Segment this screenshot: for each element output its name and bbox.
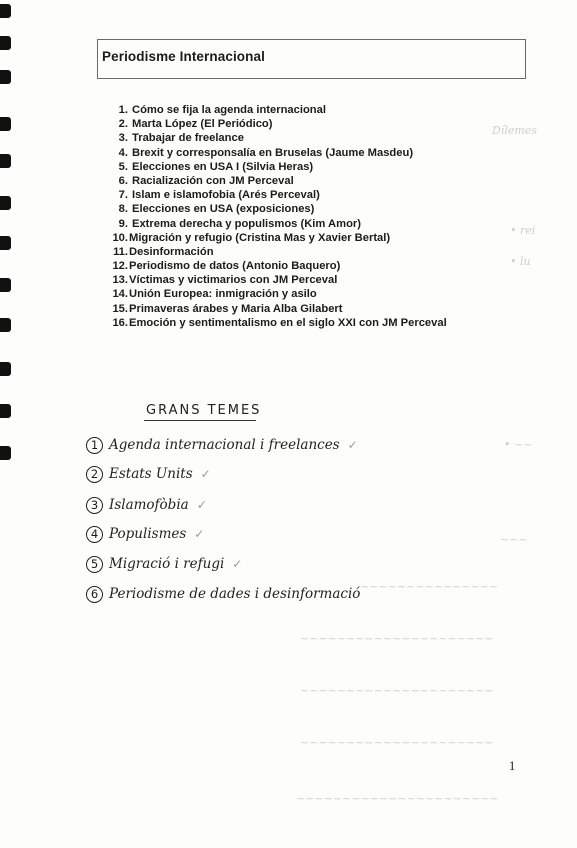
check-icon: ✓ [194, 527, 205, 541]
document-page: Dílemes • rei • lu • ~~ ~~~ ~~~~~~~~~~~~~~~ ~~~~~~~~~~~~~~~~~~~~~ ~~~~~~~~~~~~~~~~~~~~~ ~~~~~~~~~~~~~~~~~~~~~ ~~~~~~~~~~~~~~~~~~~~~~ Periodisme Internacional 1. Cómo se fija la agenda internacional 2. Marta López (El Periódico) 3. Trabajar de freelance 4. Brexit y corresponsalía en Bruselas (Jaume Masdeu) 5. Elecciones en USA I (Silvia Heras) 6. Racialización con JM Perceval 7. Islam e islamofobia (Arés Perceval) 8. Elecciones en USA (exposiciones) 9. Extrema derecha y populismos (Kim Amor) 10. Migración y refugio (Cristina Mas y Xavier Bertal) 11. Desinformación 12. Periodismo de datos (Antonio Baquero) 13. Víctimas y victimarios con JM Perceval 14. Unión Europea: inmigración y asilo 15. Primaveras árabes y Maria Alba Gilabert 16. Emoción y sentimentalismo en el siglo XXI con JM Perceval GRANS TEMES 1 Agenda internacional i freelances ✓ 2 Estats Units ✓ 3 Islamofòbia ✓ 4 Populismes ✓ 5 Migració i refugi ✓ 6 Periodisme de dades i desinformació 1 [0, 0, 577, 848]
table-of-contents [108, 103, 447, 330]
theme-label: Estats Units [109, 466, 193, 482]
list-item: 13. Víctimas y victimarios con JM Perceval [112, 274, 338, 287]
spiral-binding [0, 0, 14, 480]
list-item: 15. Primaveras árabes y Maria Alba Gilabert [112, 302, 343, 315]
circled-number: 2 [86, 466, 103, 483]
check-icon: ✓ [347, 438, 358, 452]
list-item: 9. Extrema derecha y populismos (Kim Amor) [118, 217, 361, 230]
list-item: 14. Unión Europea: inmigración y asilo [112, 288, 317, 301]
circled-number: 1 [86, 437, 103, 454]
theme-item [86, 523, 204, 545]
list-item: 5. Elecciones en USA I (Silvia Heras) [118, 160, 314, 173]
theme-item [86, 553, 242, 575]
check-icon: ✓ [232, 557, 243, 571]
circled-number: 4 [86, 526, 103, 543]
theme-label: Agenda internacional i freelances [109, 437, 340, 453]
theme-item [86, 434, 358, 456]
title-box [97, 39, 526, 79]
list-item: 11. Desinformación [113, 245, 214, 258]
theme-label: Islamofòbia [109, 497, 189, 513]
list-item: 3. Trabajar de freelance [118, 132, 244, 145]
theme-label: Periodisme de dades i desinformació [109, 586, 361, 602]
page-number: 1 [509, 759, 516, 773]
list-item: 2. Marta López (El Periódico) [118, 118, 273, 131]
list-item: 10. Migración y refugio (Cristina Mas y Xavier Bertal) [112, 231, 391, 244]
list-item: 8. Elecciones en USA (exposiciones) [118, 203, 315, 216]
check-icon: ✓ [200, 467, 211, 481]
theme-label: Migració i refugi [109, 556, 225, 572]
list-item: 7. Islam e islamofobia (Arés Perceval) [118, 189, 320, 202]
check-icon: ✓ [196, 498, 207, 512]
list-item: 16. Emoción y sentimentalismo en el siglo XXI con JM Perceval [112, 316, 447, 329]
list-item: 4. Brexit y corresponsalía en Bruselas (Jaume Masdeu) [118, 146, 414, 159]
theme-item [86, 583, 368, 605]
theme-item [86, 463, 211, 485]
list-item: 12. Periodismo de datos (Antonio Baquero) [112, 260, 341, 273]
document-title: Periodisme Internacional [102, 49, 265, 64]
theme-label: Populismes [109, 526, 187, 542]
list-item: 6. Racialización con JM Perceval [118, 174, 294, 187]
list-item: 1. Cómo se fija la agenda internacional [118, 104, 326, 116]
circled-number: 3 [86, 497, 103, 514]
circled-number: 5 [86, 556, 103, 573]
heading-underline [144, 420, 256, 421]
handwritten-heading: GRANS TEMES [146, 403, 262, 418]
circled-number: 6 [86, 586, 103, 603]
theme-item [86, 494, 207, 516]
